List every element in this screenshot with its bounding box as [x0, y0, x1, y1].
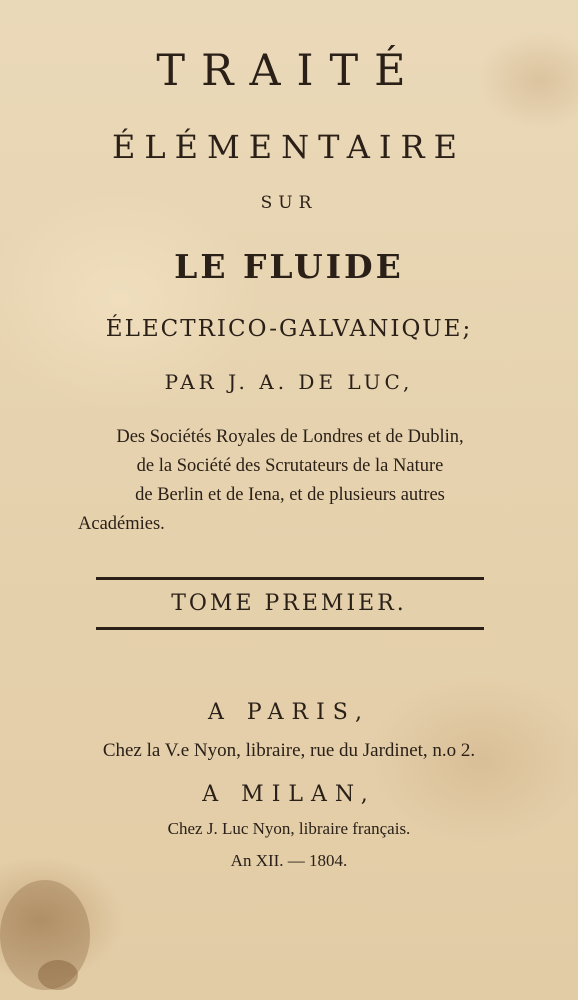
affiliation-line: Des Sociétés Royales de Londres et de Dublin,: [116, 427, 464, 447]
imprint-date: An XII. — 1804.: [230, 851, 348, 870]
affiliation-line: de Berlin et de Iena, et de plusieurs autres: [135, 485, 445, 505]
affiliation-line: Académies.: [78, 514, 165, 534]
title-line-electrico-galvanique: ÉLECTRICO-GALVANIQUE;: [105, 316, 473, 342]
author-affiliation: [70, 423, 510, 539]
volume-label: TOME PREMIER.: [171, 591, 407, 616]
imprint-publisher-milan: Chez J. Luc Nyon, libraire français.: [167, 819, 411, 838]
divider-top: [96, 577, 484, 580]
divider-bottom: [96, 627, 484, 630]
foxing-stain: [38, 960, 78, 990]
title-line-elementaire: ÉLÉMENTAIRE: [112, 128, 466, 166]
imprint-city-milan: A MILAN,: [202, 782, 376, 807]
imprint-city-paris: A PARIS,: [207, 700, 371, 725]
title-line-le-fluide: LE FLUIDE: [174, 247, 404, 286]
title-line-traite: TRAITÉ: [156, 46, 422, 96]
imprint-publisher-paris: Chez la V.e Nyon, libraire, rue du Jardinet, n.o 2.: [102, 740, 476, 761]
affiliation-line: de la Société des Scrutateurs de la Nature: [136, 456, 444, 476]
author-line: PAR J. A. DE LUC,: [164, 370, 414, 394]
title-line-sur: SUR: [260, 193, 318, 213]
